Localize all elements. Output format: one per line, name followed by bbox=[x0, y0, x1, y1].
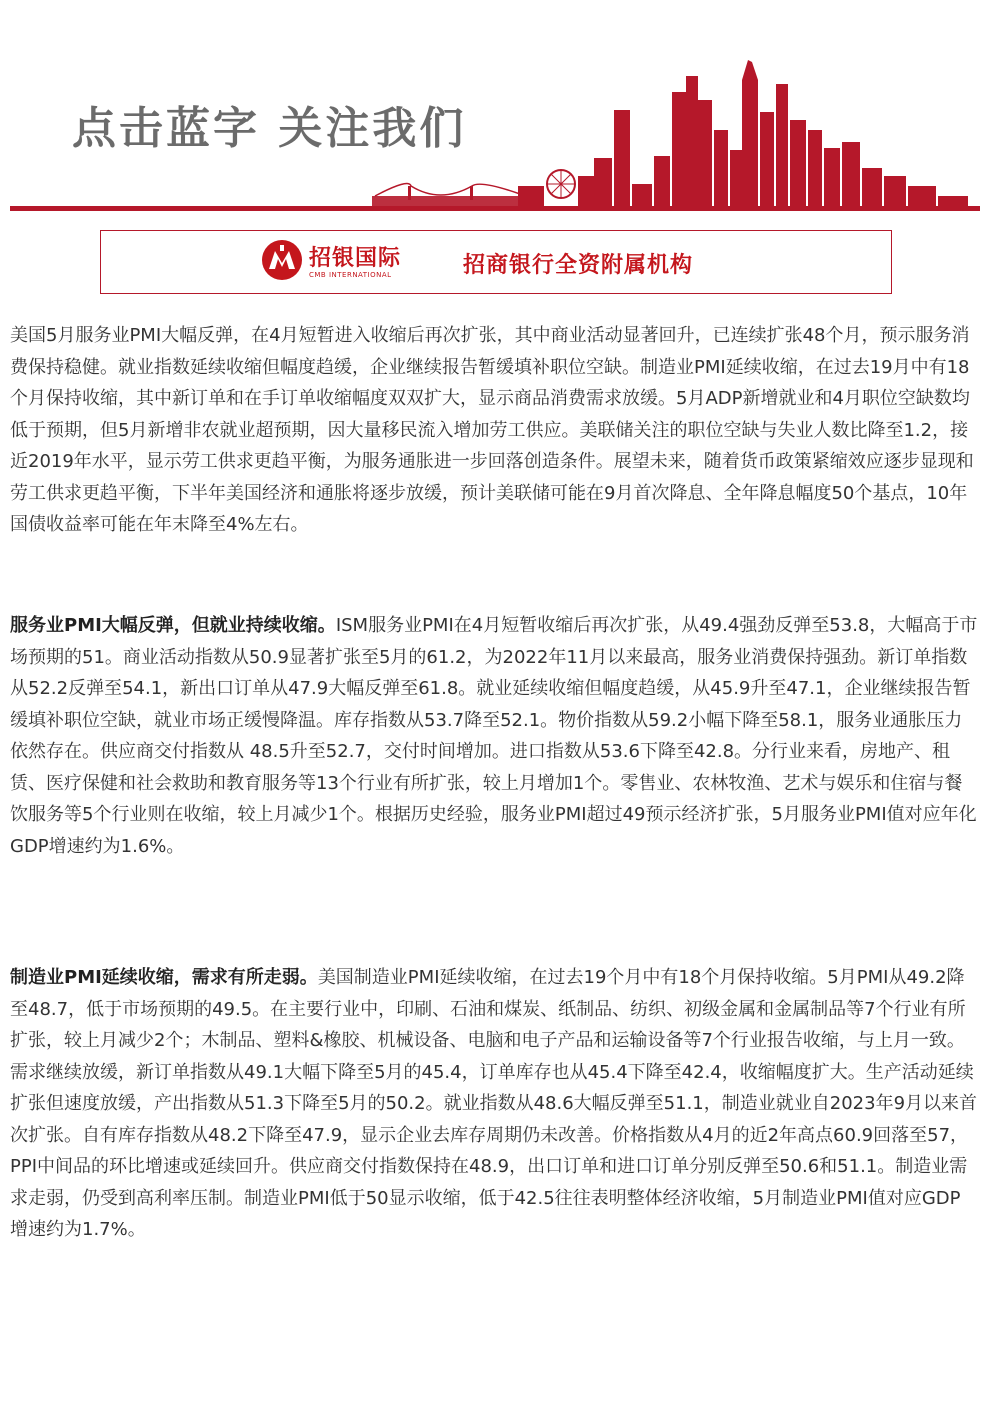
header-divider bbox=[10, 206, 980, 211]
paragraph-services-pmi bbox=[10, 610, 978, 862]
paragraph-body: ISM服务业PMI在4月短暂收缩后再次扩张，从49.4强劲反弹至53.8，大幅高于市场预期的51。商业活动指数从50.9显著扩张至5月的61.2，为2022年11月以来最高，服务业消费保持强劲。新订单指数从52.2反弹至54.1，新出口订单从47.9大幅反弹至61.8。就业延续收缩但幅度趋缓，从45.9升至47.1，企业继续报告暂缓填补职位空缺，就业市场正缓慢降温。库存指数从53.7降至52.1。物价指数从59.2小幅下降至58.1，服务业通胀压力依然存在。供应商交付指数从 48.5升至52.7，交付时间增加。进口指数从53.6下降至42.8。分行业来看，房地产、租赁、医疗保健和社会救助和教育服务等13个行业有所扩张，较上月增加1个。零售业、农林牧渔、艺术与娱乐和住宿与餐饮服务等5个行业则在收缩，较上月减少1个。根据历史经验，服务业PMI超过49预示经济扩张，5月服务业PMI值对应年化GDP增速约为1.6%。 bbox=[10, 615, 978, 857]
brand-name-en: CMB INTERNATIONAL bbox=[309, 271, 392, 279]
paragraph-lead: 服务业PMI大幅反弹，但就业持续收缩。 bbox=[10, 615, 336, 636]
page-title: 点击蓝字 关注我们 bbox=[72, 103, 467, 154]
brand-name: 招银国际 bbox=[309, 246, 402, 271]
paragraph-summary bbox=[10, 320, 978, 541]
paragraph-lead: 制造业PMI延续收缩，需求有所走弱。 bbox=[10, 967, 318, 988]
paragraph-body: 美国5月服务业PMI大幅反弹，在4月短暂进入收缩后再次扩张，其中商业活动显著回升，已连续扩张48个月，预示服务消费保持稳健。就业指数延续收缩但幅度趋缓，企业继续报告暂缓填补职位空缺。制造业PMI延续收缩，在过去19月中有18个月保持收缩，其中新订单和在手订单收缩幅度双双扩大，显示商品消费需求放缓。5月ADP新增就业和4月职位空缺数均低于预期，但5月新增非农就业超预期，因大量移民流入增加劳工供应。美联储关注的职位空缺与失业人数比降至1.2，接近2019年水平，显示劳工供求更趋平衡，为服务通胀进一步回落创造条件。展望未来，随着货币政策紧缩效应逐步显现和劳工供求更趋平衡，下半年美国经济和通胀将逐步放缓，预计美联储可能在9月首次降息、全年降息幅度50个基点，10年国债收益率可能在年末降至4%左右。 bbox=[10, 325, 974, 535]
paragraph-body: 美国制造业PMI延续收缩，在过去19个月中有18个月保持收缩。5月PMI从49.2降至48.7，低于市场预期的49.5。在主要行业中，印刷、石油和煤炭、纸制品、纺织、初级金属和金属制品等7个行业有所扩张，较上月减少2个；木制品、塑料&橡胶、机械设备、电脑和电子产品和运输设备等7个行业报告收缩，与上月一致。需求继续放缓，新订单指数从49.1大幅下降至5月的45.4，订单库存也从45.4下降至42.4，收缩幅度扩大。生产活动延续扩张但速度放缓，产出指数从51.3下降至5月的50.2。就业指数从48.6大幅反弹至51.1，制造业就业自2023年9月以来首次扩张。自有库存指数从48.2下降至47.9，显示企业去库存周期仍未改善。价格指数从4月的近2年高点60.9回落至57，PPI中间品的环比增速或延续回升。供应商交付指数保持在48.9，出口订单和进口订单分别反弹至50.6和51.1。制造业需求走弱，仍受到高利率压制。制造业PMI低于50显示收缩，低于42.5往往表明整体经济收缩，5月制造业PMI值对应GDP增速约为1.7%。 bbox=[10, 967, 978, 1240]
paragraph-manufacturing-pmi bbox=[10, 962, 978, 1246]
cmb-logo-icon bbox=[261, 239, 303, 281]
brand-slogan: 招商银行全资附属机构 bbox=[463, 253, 694, 278]
brand-banner bbox=[100, 230, 892, 294]
